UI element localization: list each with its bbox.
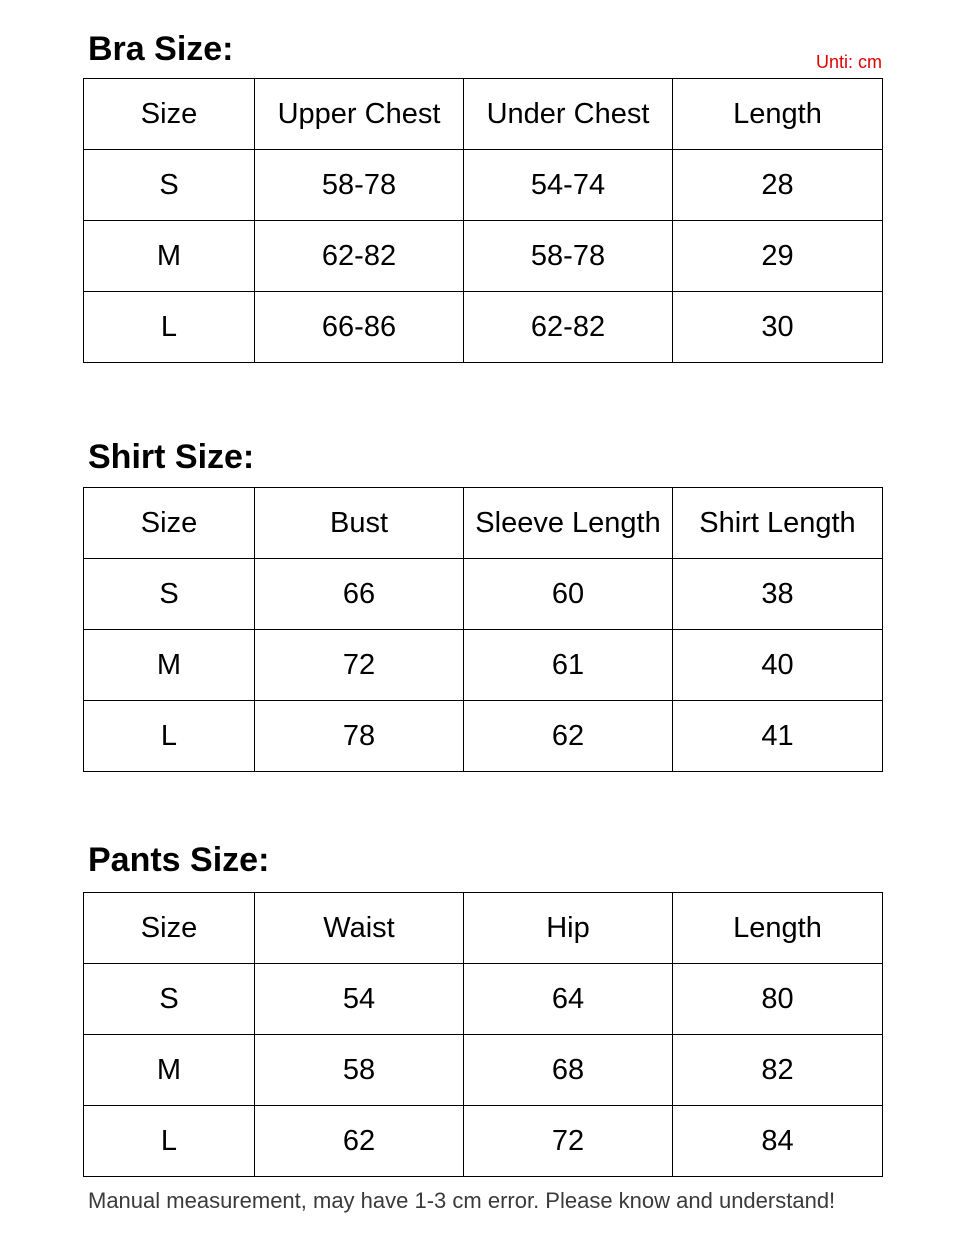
- table-header-row: [84, 893, 883, 964]
- table-cell: 66: [255, 559, 464, 630]
- column-header: Waist: [255, 893, 464, 964]
- table-cell: 30: [673, 292, 883, 363]
- table-row: [84, 221, 883, 292]
- table-cell: 66-86: [255, 292, 464, 363]
- table-cell: 80: [673, 964, 883, 1035]
- table-cell: 41: [673, 701, 883, 772]
- table-row: [84, 150, 883, 221]
- table-cell: 62: [255, 1106, 464, 1177]
- column-header: Bust: [255, 488, 464, 559]
- table-row: [84, 559, 883, 630]
- table-cell: 68: [464, 1035, 673, 1106]
- shirt-size-title: Shirt Size:: [88, 438, 255, 476]
- table-cell: M: [84, 1035, 255, 1106]
- table-cell: 38: [673, 559, 883, 630]
- unit-note: Unti: cm: [815, 52, 882, 72]
- table-cell: M: [84, 630, 255, 701]
- table-cell: 58-78: [255, 150, 464, 221]
- table-row: [84, 701, 883, 772]
- table-row: [84, 292, 883, 363]
- column-header: Upper Chest: [255, 79, 464, 150]
- column-header: Shirt Length: [673, 488, 883, 559]
- table-cell: M: [84, 221, 255, 292]
- column-header: Under Chest: [464, 79, 673, 150]
- pants-size-table: [83, 892, 883, 1177]
- table-cell: 58: [255, 1035, 464, 1106]
- table-cell: 58-78: [464, 221, 673, 292]
- column-header: Size: [84, 79, 255, 150]
- table-cell: 62: [464, 701, 673, 772]
- table-cell: 78: [255, 701, 464, 772]
- bra-size-title: Bra Size:: [88, 30, 234, 68]
- table-cell: 62-82: [255, 221, 464, 292]
- table-cell: 84: [673, 1106, 883, 1177]
- table-row: [84, 964, 883, 1035]
- measurement-disclaimer: Manual measurement, may have 1-3 cm error. Please know and understand!: [88, 1188, 836, 1213]
- table-cell: 82: [673, 1035, 883, 1106]
- table-cell: 72: [464, 1106, 673, 1177]
- table-cell: S: [84, 964, 255, 1035]
- column-header: Length: [673, 79, 883, 150]
- table-cell: 72: [255, 630, 464, 701]
- column-header: Size: [84, 893, 255, 964]
- table-row: [84, 1106, 883, 1177]
- column-header: Hip: [464, 893, 673, 964]
- column-header: Length: [673, 893, 883, 964]
- table-cell: S: [84, 150, 255, 221]
- table-cell: L: [84, 292, 255, 363]
- table-row: [84, 630, 883, 701]
- table-cell: 62-82: [464, 292, 673, 363]
- column-header: Sleeve Length: [464, 488, 673, 559]
- table-cell: L: [84, 701, 255, 772]
- table-cell: 28: [673, 150, 883, 221]
- column-header: Size: [84, 488, 255, 559]
- pants-size-title: Pants Size:: [88, 841, 270, 879]
- table-cell: L: [84, 1106, 255, 1177]
- table-cell: S: [84, 559, 255, 630]
- table-row: [84, 1035, 883, 1106]
- table-cell: 54: [255, 964, 464, 1035]
- table-cell: 64: [464, 964, 673, 1035]
- table-cell: 60: [464, 559, 673, 630]
- table-cell: 40: [673, 630, 883, 701]
- bra-size-table: [83, 78, 883, 363]
- shirt-size-table: [83, 487, 883, 772]
- table-cell: 54-74: [464, 150, 673, 221]
- table-header-row: [84, 79, 883, 150]
- table-cell: 61: [464, 630, 673, 701]
- table-cell: 29: [673, 221, 883, 292]
- table-header-row: [84, 488, 883, 559]
